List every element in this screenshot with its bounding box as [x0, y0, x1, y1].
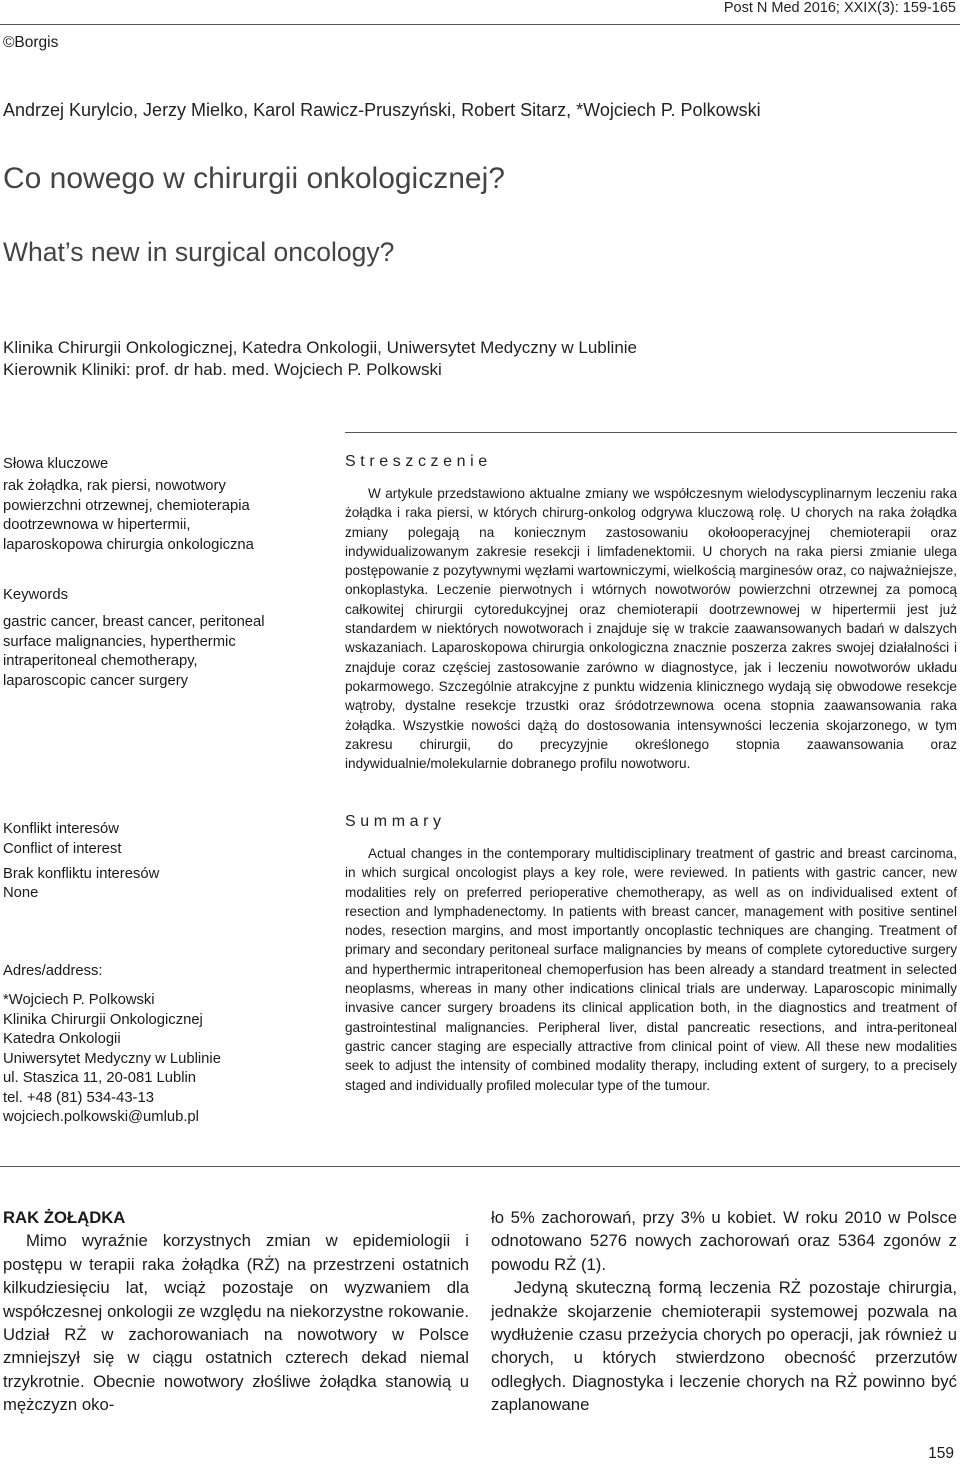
conflict-heading-polish: Konflikt interesów [3, 821, 119, 837]
keyword-line: powierzchni otrzewnej, chemioterapia [3, 497, 250, 514]
summary-heading: Summary [345, 813, 446, 830]
abstract-divider [345, 432, 957, 433]
address-line: Katedra Onkologii [3, 1031, 121, 1047]
affiliation-institution: Klinika Chirurgii Onkologicznej, Katedra Onkologii, Uniwersytet Medyczny w Lublinie [3, 338, 638, 357]
address-line: *Wojciech P. Polkowski [3, 992, 155, 1008]
keyword-line: surface malignancies, hyperthermic [3, 633, 236, 650]
keyword-line: rak żołądka, rak piersi, nowotwory [3, 478, 226, 494]
conflict-text-polish: Brak konfliktu interesów [3, 866, 160, 882]
correspondence-address [3, 991, 303, 1128]
address-line: Uniwersytet Medyczny w Lublinie [3, 1050, 221, 1067]
article-title-english: What’s new in surgical oncology? [3, 237, 395, 267]
copyright-notice: ©Borgis [3, 34, 59, 51]
keyword-line: laparoskopowa chirurgia onkologiczna [3, 536, 254, 553]
streszczenie-heading: Streszczenie [345, 453, 492, 470]
keyword-line: dootrzewnowa w hipertermii, [3, 517, 191, 533]
keywords-english [3, 613, 303, 691]
address-line: Klinika Chirurgii Onkologicznej [3, 1011, 203, 1028]
address-heading: Adres/address: [3, 963, 103, 979]
header-divider [0, 24, 960, 25]
conflict-heading-english: Conflict of interest [3, 841, 122, 857]
email-address: wojciech.polkowski@umlub.pl [3, 1109, 199, 1125]
section-heading: RAK ŻOŁĄDKA [3, 1208, 126, 1227]
journal-citation: Post N Med 2016; XXIX(3): 159-165 [723, 0, 956, 16]
conflict-text-english: None [3, 885, 39, 901]
author-list: Andrzej Kurylcio, Jerzy Mielko, Karol Rawicz-Pruszyński, Robert Sitarz, *Wojciech P. Polkowski [3, 100, 761, 120]
body-paragraph: Jedyną skuteczną formą leczenia RŻ pozostaje chirurgia, jednakże skojarzenie chemioterapii systemowej pozwala na wydłużenie czasu przeżycia chorych po operacji, jak również u chorych, u których stwierdzono obecność przerzutów odległych. Diagnostyka i leczenie chorych na RŻ powinno być zaplanowane [491, 1278, 957, 1415]
body-paragraph: Mimo wyraźnie korzystnych zmian w epidemiologii i postępu w terapii raka żołądka (RŻ) na przestrzeni ostatnich kilkudziesięciu lat, wciąż pozostaje on wyzwaniem dla współczesnej onkologii ze względu na niekorzystne rokowanie. Udział RŻ w zachorowaniach na nowotwory w Polsce zmniejszył się w ciągu ostatnich czterech dekad niemal trzykrotnie. Obecnie nowotwory złośliwe żołądka stanowią u mężczyzn oko- [3, 1231, 469, 1415]
affiliation [3, 337, 637, 381]
keywords-english-heading: Keywords [3, 587, 68, 603]
address-line: ul. Staszica 11, 20-081 Lublin [3, 1070, 197, 1086]
abstract-polish: W artykule przedstawiono aktualne zmiany we współczesnym wielodyscyplinarnym leczeniu raka żołądka i raka piersi, w których chirurg-onkolog odgrywa kluczową rolę. U chorych na raka żołądka zmiany polegają na koniecznym zastosowaniu okołooperacyjnej chemioterapii oraz indywidualizowanym zakresie resekcji i limfadenektomii. U chorych na raka piersi zmianie ulega postępowanie z pozytywnymi węzłami wartowniczymi, wielkością marginesów oraz, co najważniejsze, onkoplastyka. Leczenie pierwotnych i wtórnych nowotworów powierzchni otrzewnej za pomocą całkowitej chirurgii cytoredukcyjnej oraz chemioterapii dootrzewnowej w hipertermii jest już standardem w niektórych nowotworach i znajduje się w trakcie zaawansowanych badań w dalszych wskazaniach. Laparoskopowa chirurgia onkologiczna znacznie poszerza zakres swojej działalności i znajduje coraz częściej zastosowanie zarówno w diagnostyce, jak i leczeniu nowotworów układu pokarmowego. Szczególnie atrakcyjne z punktu widzenia klinicznego wydają się obwodowe resekcje wątroby, dystalne resekcje trzustki oraz śródotrzewnowa ocena stopnia zaawansowania raka żołądka. Wszystkie nowości dążą do dostosowania intensywności leczenia skojarzonego, w tym zakresu chirurgii, do precyzyjnie określonego stopnia zaawansowania oraz indywidualnie/molekularnie dobranego profilu nowotworu. [345, 486, 957, 772]
article-title-polish: Co nowego w chirurgii onkologicznej? [3, 162, 505, 195]
body-left-column [3, 1206, 469, 1417]
body-divider [0, 1166, 960, 1167]
keywords-polish [3, 477, 303, 555]
keyword-line: intraperitoneal chemotherapy, [3, 653, 198, 669]
affiliation-head: Kierownik Kliniki: prof. dr hab. med. Wojciech P. Polkowski [3, 360, 442, 379]
keywords-polish-heading: Słowa kluczowe [3, 456, 109, 472]
page-number: 159 [928, 1445, 954, 1462]
body-paragraph: ło 5% zachorowań, przy 3% u kobiet. W roku 2010 w Polsce odnotowano 5276 nowych zachorowań oraz 5364 zgonów z powodu RŻ (1). [491, 1208, 957, 1274]
keyword-line: gastric cancer, breast cancer, peritoneal [3, 614, 265, 630]
keyword-line: laparoscopic cancer surgery [3, 672, 189, 689]
address-line: tel. +48 (81) 534-43-13 [3, 1089, 154, 1106]
abstract-english: Actual changes in the contemporary multidisciplinary treatment of gastric and breast carcinoma, in which surgical oncologist plays a key role, were reviewed. In patients with gastric cancer, new modalities rely on preferred perioperative chemotherapy, as well as on individualised extent of resection and lymphadenectomy. In patients with breast cancer, management with positive sentinel nodes, resection margins, and most importantly oncoplastic techniques are changing. Treatment of primary and secondary peritoneal surface malignancies by means of complete cytoreductive surgery and hyperthermic intraperitoneal chemoperfusion has been already a standard treatment in selected neoplasms, whereas in many other indications clinical trials are underway. Laparoscopic minimally invasive cancer surgery broadens its clinical application both, in the diagnostics and treatment of gastrointestinal malignancies. Peripheral liver, distal pancreatic resections, and intra-peritoneal gastric cancer staging are especially attractive from clinical point of view. All these new modalities seek to adjust the intensity of combined modality therapy, including extent of surgery, to a precisely staged and individually profiled molecular type of the tumour. [345, 846, 957, 1093]
body-right-column [491, 1206, 957, 1417]
